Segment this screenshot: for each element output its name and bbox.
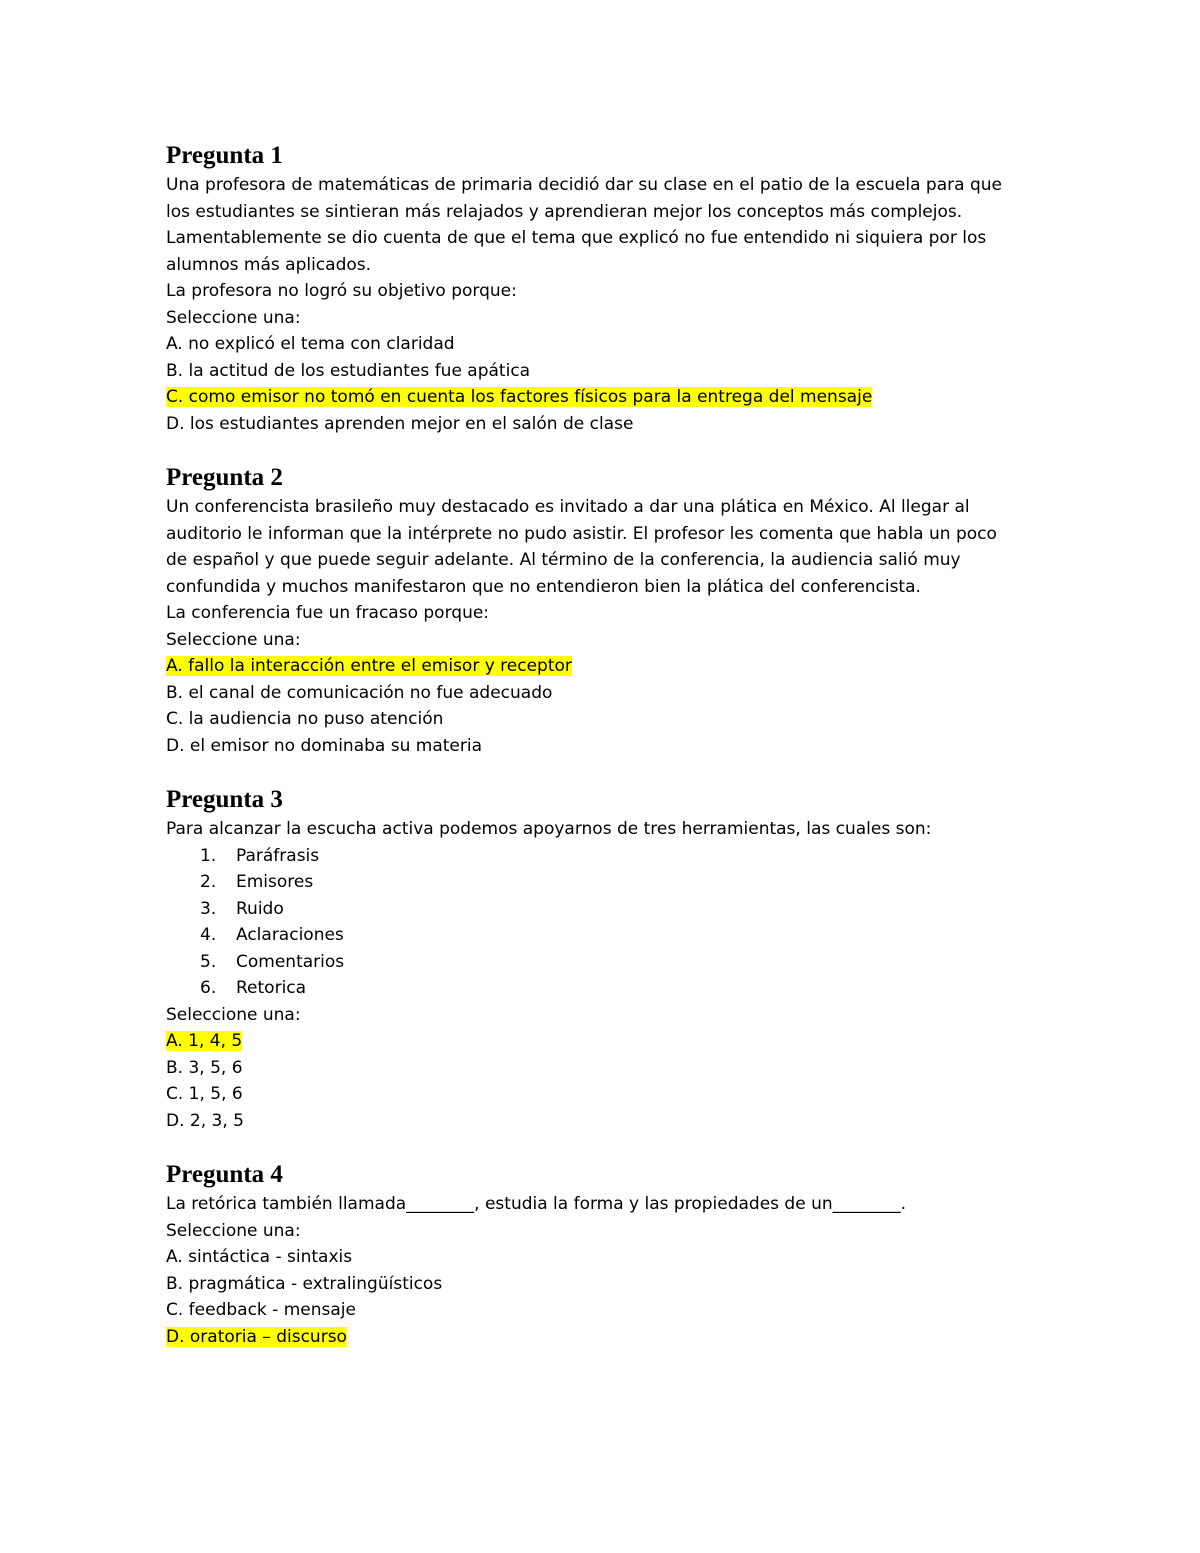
question-title: Pregunta 3 xyxy=(166,786,283,813)
answer-option-d xyxy=(166,1108,1046,1135)
list-text: Emisores xyxy=(236,872,314,892)
question-text-line: La profesora no logró su objetivo porque: xyxy=(166,281,517,301)
question-text-line: los estudiantes se sintieran más relajados y aprendieran mejor los conceptos más complejos. xyxy=(166,201,963,222)
question-text-line: alumnos más aplicados. xyxy=(166,254,372,275)
list-item xyxy=(166,949,1046,976)
list-item xyxy=(166,869,1046,896)
answer-option-a xyxy=(166,331,1046,358)
option-text: B. el canal de comunicación no fue adecuado xyxy=(166,682,553,703)
answer-option-d-highlighted xyxy=(166,1324,1046,1351)
select-prompt: Seleccione una: xyxy=(166,307,301,328)
answer-option-b xyxy=(166,358,1046,385)
list-item xyxy=(166,975,1046,1002)
option-text: A. no explicó el tema con claridad xyxy=(166,334,455,354)
question-text-line: Una profesora de matemáticas de primaria decidió dar su clase en el patio de la escuela para que xyxy=(166,175,1002,195)
question-text-line: Para alcanzar la escucha activa podemos apoyarnos de tres herramientas, las cuales son: xyxy=(166,819,932,839)
list-number: 2. xyxy=(200,872,217,892)
list-number: 5. xyxy=(200,951,217,972)
select-prompt: Seleccione una: xyxy=(166,1220,301,1241)
option-text: B. 3, 5, 6 xyxy=(166,1057,243,1078)
answer-option-b xyxy=(166,1055,1046,1082)
answer-option-b xyxy=(166,1271,1046,1298)
list-item xyxy=(166,896,1046,923)
option-text: D. el emisor no dominaba su materia xyxy=(166,735,483,756)
option-text: A. sintáctica - sintaxis xyxy=(166,1247,353,1267)
list-text: Comentarios xyxy=(236,951,345,972)
answer-option-a-highlighted xyxy=(166,653,1046,680)
option-text: D. oratoria – discurso xyxy=(166,1326,347,1347)
list-number: 3. xyxy=(200,898,217,919)
answer-option-c xyxy=(166,1297,1046,1324)
list-number: 1. xyxy=(200,845,217,866)
select-prompt: Seleccione una: xyxy=(166,1004,301,1025)
answer-option-d xyxy=(166,733,1046,760)
question-text-line: Un conferencista brasileño muy destacado es invitado a dar una plática en México. Al llegar al xyxy=(166,497,970,517)
option-text: B. pragmática - extralingüísticos xyxy=(166,1273,443,1294)
list-text: Retorica xyxy=(236,978,307,998)
question-1 xyxy=(166,140,1046,437)
option-text: A. fallo la interacción entre el emisor y receptor xyxy=(166,656,572,676)
list-text: Aclaraciones xyxy=(236,925,344,945)
answer-option-a-highlighted xyxy=(166,1028,1046,1055)
list-text: Paráfrasis xyxy=(236,845,320,866)
option-text: A. 1, 4, 5 xyxy=(166,1031,243,1051)
answer-option-c xyxy=(166,706,1046,733)
option-text: D. 2, 3, 5 xyxy=(166,1110,244,1131)
list-text: Ruido xyxy=(236,898,284,919)
option-text: C. como emisor no tomó en cuenta los factores físicos para la entrega del mensaje xyxy=(166,387,873,407)
question-text-line: de español y que puede seguir adelante. Al término de la conferencia, la audiencia salió muy xyxy=(166,550,961,570)
question-4 xyxy=(166,1159,1046,1350)
document-page xyxy=(166,140,1046,1375)
select-prompt: Seleccione una: xyxy=(166,629,301,650)
answer-option-c xyxy=(166,1081,1046,1108)
question-3 xyxy=(166,784,1046,1134)
answer-option-a xyxy=(166,1244,1046,1271)
option-text: C. 1, 5, 6 xyxy=(166,1084,243,1104)
numbered-list xyxy=(166,843,1046,1002)
answer-option-d xyxy=(166,411,1046,438)
question-text-line: confundida y muchos manifestaron que no entendieron bien la plática del conferencista. xyxy=(166,576,921,597)
answer-option-b xyxy=(166,680,1046,707)
question-title: Pregunta 4 xyxy=(166,1161,283,1188)
list-item xyxy=(166,922,1046,949)
question-title: Pregunta 2 xyxy=(166,464,283,491)
question-2 xyxy=(166,462,1046,759)
option-text: C. feedback - mensaje xyxy=(166,1300,356,1320)
list-number: 4. xyxy=(200,925,217,945)
question-text-line: auditorio le informan que la intérprete no pudo asistir. El profesor les comenta que habla un poco xyxy=(166,523,997,544)
answer-option-c-highlighted xyxy=(166,384,1046,411)
list-number: 6. xyxy=(200,978,217,998)
question-title: Pregunta 1 xyxy=(166,142,283,169)
option-text: B. la actitud de los estudiantes fue apática xyxy=(166,360,531,381)
list-item xyxy=(166,843,1046,870)
question-text-line: Lamentablemente se dio cuenta de que el tema que explicó no fue entendido ni siquiera por los xyxy=(166,228,987,248)
option-text: C. la audiencia no puso atención xyxy=(166,709,444,729)
option-text: D. los estudiantes aprenden mejor en el salón de clase xyxy=(166,413,634,434)
question-text-line: La conferencia fue un fracaso porque: xyxy=(166,603,490,623)
question-text-line: La retórica también llamada________, estudia la forma y las propiedades de un________. xyxy=(166,1194,907,1214)
